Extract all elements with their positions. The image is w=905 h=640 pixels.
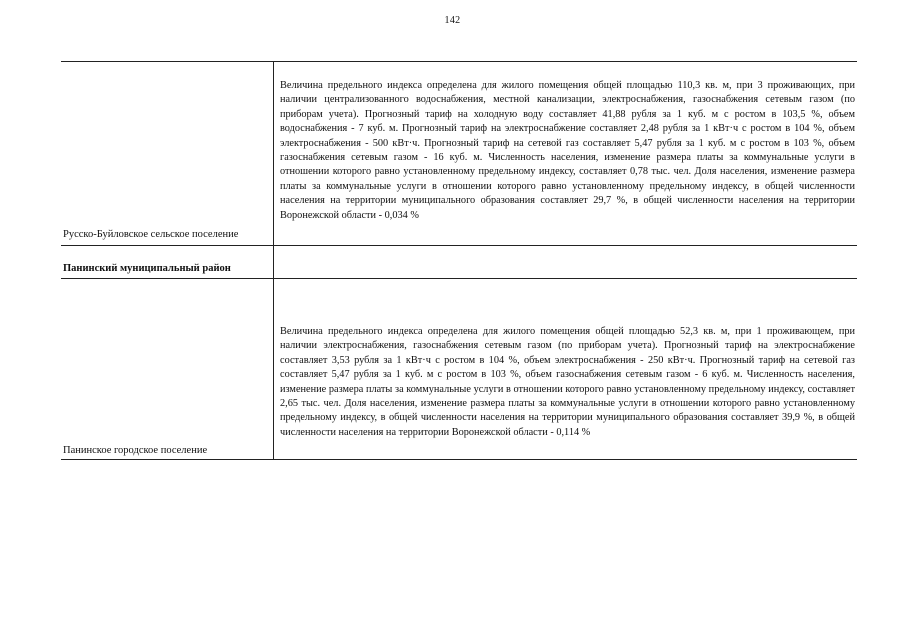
table-row-description: Величина предельного индекса определена для жилого помещения общей площадью 52,3 кв. м, при 1 проживающем, при наличии электроснабжения, газоснабжения сетевым газом (по приборам учета). Прогнозный тариф на электроснабжение составляет 3,53 рубля за 1 кВт·ч с ростом в 104 %, объем электроснабжения - 250 кВт·ч. Прогнозный тариф на сетевой газ составляет 5,47 рубля за 1 куб. м с ростом в 103 %, объем газоснабжения сетевым газом - 6 куб. м. Численность населения, изменение размера платы за коммунальные услуги в отношении которого равно установленному предельному индексу, составляет 2,65 тыс. чел. Доля населения, изменение размера платы за коммунальные услуги в отношении которого равно установленному предельному индексу, в общей численности населения на территории муниципального образования составляет 39,9 %, в общей численности населения на территории Воронежской области - 0,114 % [280, 326, 855, 438]
table-row-name: Русско-Буйловское сельское поселение [63, 229, 239, 240]
page-number: 142 [444, 15, 461, 26]
column-divider [273, 61, 274, 459]
table-row-name: Панинское городское поселение [63, 445, 208, 456]
table-top-border [61, 61, 857, 62]
row-divider [61, 245, 857, 246]
row-divider [61, 278, 857, 279]
table-bottom-border [61, 459, 857, 460]
district-heading: Панинский муниципальный район [63, 263, 231, 274]
table-row-description: Величина предельного индекса определена для жилого помещения общей площадью 110,3 кв. м, при 3 проживающих, при наличии централизованного водоснабжения, местной канализации, электроснабжения, газоснабжения сетевым газом (по приборам учета). Прогнозный тариф на холодную воду составляет 41,88 рубля за 1 куб. м с ростом в 103,5 %, объем водоснабжения - 7 куб. м. Прогнозный тариф на электроснабжение составляет 2,48 рубля за 1 кВт·ч с ростом в 104 %, объем электроснабжения - 500 кВт·ч. Прогнозный тариф на сетевой газ составляет 5,47 рубля за 1 куб. м с ростом в 103 %, объем газоснабжения сетевым газом - 16 куб. м. Численность населения, изменение размера платы за коммунальные услуги в отношении которого равно установленному предельному индексу, составляет 0,78 тыс. чел. Доля населения, изменение размера платы за коммунальные услуги в отношении которого равно установленному предельному индексу, в общей численности населения на территории муниципального образования составляет 29,7 %, в общей численности населения на территории Воронежской области - 0,034 % [280, 80, 855, 221]
